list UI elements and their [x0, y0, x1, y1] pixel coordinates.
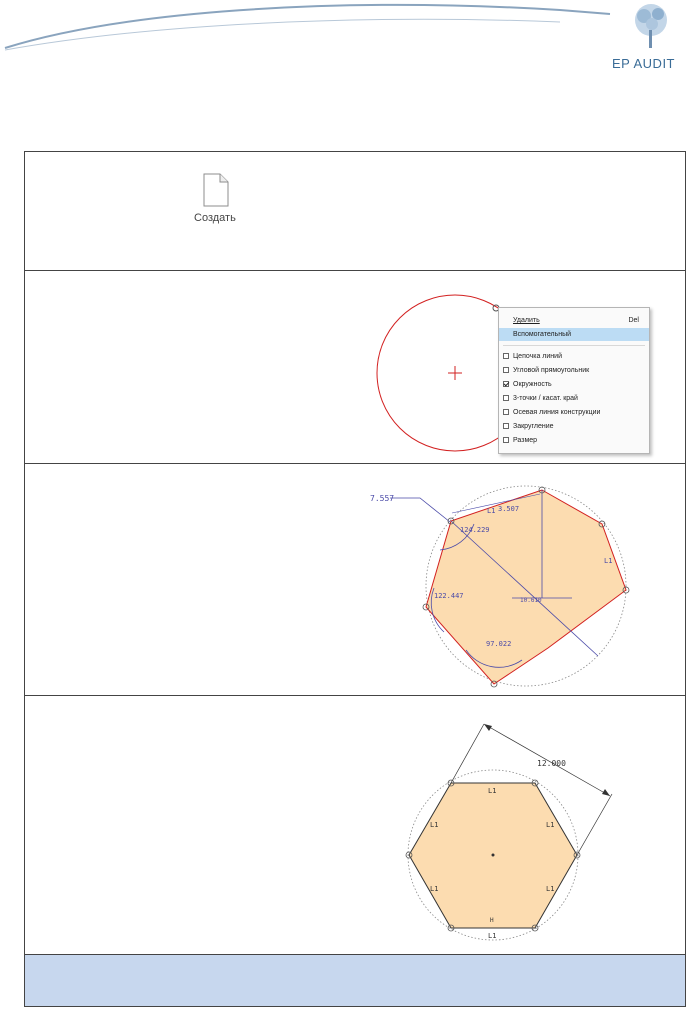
logo-tree-icon	[626, 2, 676, 52]
menu-item-line-chain[interactable]: Цепочка линий	[499, 350, 649, 363]
edge-label-top: L1	[488, 787, 497, 795]
context-menu	[498, 307, 650, 454]
header-swoosh	[0, 0, 699, 60]
menu-separator	[503, 345, 645, 346]
create-label[interactable]: Создать	[194, 212, 236, 224]
checkbox[interactable]	[503, 409, 509, 415]
menu-item-dimension[interactable]: Размер	[499, 434, 649, 447]
polygon-sketch	[370, 480, 660, 692]
circle-sketch	[370, 288, 510, 458]
dim-3507: 3.507	[498, 505, 520, 513]
dim-7557: 7.557	[370, 494, 395, 503]
dim-l1-top: L1	[487, 507, 496, 515]
logo-text: EP AUDIT	[612, 56, 676, 71]
dim-124229: 124.229	[460, 526, 490, 534]
row-divider	[24, 463, 686, 464]
menu-item-construction[interactable]: Вспомогательный	[499, 328, 649, 341]
horizontal-constraint: H	[490, 917, 494, 924]
menu-item-delete[interactable]: Удалить Del	[513, 317, 639, 324]
hexagon-sketch	[400, 716, 625, 948]
menu-item-corner-rectangle[interactable]: Угловой прямоугольник	[499, 364, 649, 377]
dim-12000: 12.000	[537, 759, 566, 768]
menu-item-3-point-arc[interactable]: 3-точки / касат. край	[499, 392, 649, 405]
footer-band	[25, 955, 685, 1006]
edge-label-bottom: L1	[488, 932, 497, 940]
checkbox[interactable]	[503, 395, 509, 401]
checkbox[interactable]	[503, 437, 509, 443]
checkbox[interactable]	[503, 423, 509, 429]
dim-10610: 10.610	[520, 597, 542, 604]
row-divider	[24, 270, 686, 271]
menu-item-fillet[interactable]: Закругление	[499, 420, 649, 433]
new-file-icon[interactable]	[202, 172, 230, 208]
dim-97022: 97.022	[486, 640, 512, 648]
edge-label-bottom-right: L1	[546, 885, 555, 893]
dim-l1-right: L1	[604, 557, 613, 565]
edge-label-top-left: L1	[430, 821, 439, 829]
checkbox[interactable]	[503, 367, 509, 373]
menu-item-circle[interactable]: Окружность	[499, 378, 649, 391]
dim-122447: 122.447	[434, 592, 464, 600]
row-divider	[24, 695, 686, 696]
menu-item-construction-centerline[interactable]: Осевая линия конструкции	[499, 406, 649, 419]
edge-label-top-right: L1	[546, 821, 555, 829]
checkbox-checked[interactable]	[503, 381, 509, 387]
checkbox[interactable]	[503, 353, 509, 359]
edge-label-bottom-left: L1	[430, 885, 439, 893]
